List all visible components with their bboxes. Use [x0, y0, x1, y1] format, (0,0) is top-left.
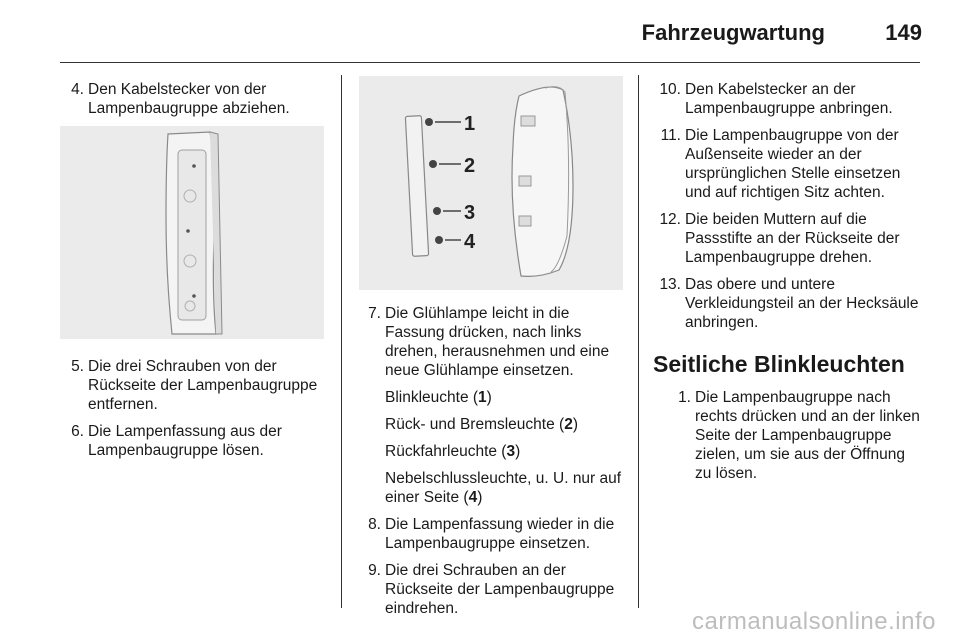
- bulb-item: Nebelschlussleuchte, u. U. nur auf einer Seite (4): [385, 470, 622, 506]
- subsection: [653, 388, 923, 483]
- step-number: 1.: [678, 389, 691, 406]
- step-text: Die Lampenbaugruppe von der Außenseite wieder an der ursprünglichen Stelle einsetzen und auf richtigen Sitz achten.: [685, 127, 901, 201]
- step-6: [62, 422, 326, 460]
- step-number: 4.: [71, 81, 84, 98]
- step-number: 5.: [71, 358, 84, 375]
- step-number: 6.: [71, 423, 84, 440]
- step-text: Die drei Schrauben von der Rückseite der Lampenbaugruppe entfernen.: [88, 358, 318, 413]
- step-9: [359, 561, 623, 618]
- callout-3: 3: [464, 202, 476, 224]
- column-left: [62, 80, 326, 468]
- page-header-title: Fahrzeugwartung: [641, 20, 825, 45]
- step-13: [653, 275, 923, 332]
- sub-step-1: [653, 388, 923, 483]
- step-number: 10.: [659, 81, 681, 98]
- lamp-rear-illustration: [60, 126, 324, 339]
- step-number: 8.: [368, 516, 381, 533]
- step-number: 9.: [368, 562, 381, 579]
- step-12: [653, 210, 923, 267]
- bulb-item: Blinkleuchte (1): [385, 389, 492, 406]
- step-text: Das obere und untere Verkleidungsteil an der Hecksäule anbringen.: [685, 276, 919, 331]
- step-10: [653, 80, 923, 118]
- step-text: Die beiden Muttern auf die Passstifte an der Rückseite der Lampenbaugruppe drehen.: [685, 211, 900, 266]
- callout-4: 4: [464, 231, 476, 253]
- step-number: 7.: [368, 305, 381, 322]
- bulb-item: Rück- und Bremsleuchte (2): [385, 416, 578, 433]
- step-text: Die Lampenbaugruppe nach rechts drücken und an der linken Seite der Lampenbaugruppe zielen, um sie aus der Öffnung zu lösen.: [695, 389, 920, 482]
- step-7: [359, 304, 623, 380]
- step-text: Die Lampenfassung aus der Lampenbaugruppe lösen.: [88, 423, 282, 459]
- section-title: Seitliche Blinkleuchten: [653, 351, 905, 377]
- callout-2: 2: [464, 155, 476, 177]
- header-rule: [60, 62, 920, 63]
- bulb-holder-illustration: [359, 76, 623, 290]
- step-text: Den Kabelstecker an der Lampenbaugruppe anbringen.: [685, 81, 893, 117]
- step-number: 12.: [659, 211, 681, 228]
- figure-bulb-holder: [359, 76, 623, 290]
- step-5: [62, 357, 326, 414]
- page-number: 149: [885, 20, 922, 45]
- bulb-item: Rückfahrleuchte (3): [385, 443, 521, 460]
- column-middle: [359, 76, 623, 626]
- column-divider: [341, 75, 342, 608]
- step-text: Den Kabelstecker von der Lampenbaugruppe abziehen.: [88, 81, 290, 117]
- step-number: 11.: [660, 127, 681, 144]
- step-text: Die drei Schrauben an der Rückseite der Lampenbaugruppe eindrehen.: [385, 562, 615, 617]
- step-11: [653, 126, 923, 202]
- callout-1: 1: [464, 113, 476, 135]
- column-divider: [638, 75, 639, 608]
- figure-lamp-back: [60, 126, 324, 339]
- column-right: [653, 80, 923, 491]
- step-text: Die Lampenfassung wieder in die Lampenbaugruppe einsetzen.: [385, 516, 615, 552]
- step-text: Die Glühlampe leicht in die Fassung drücken, nach links drehen, herausnehmen und eine neue Glühlampe einsetzen.: [385, 305, 610, 379]
- step-number: 13.: [659, 276, 681, 293]
- step-4: [62, 80, 326, 118]
- step-8: [359, 515, 623, 553]
- watermark: carmanualsonline.info: [692, 608, 936, 635]
